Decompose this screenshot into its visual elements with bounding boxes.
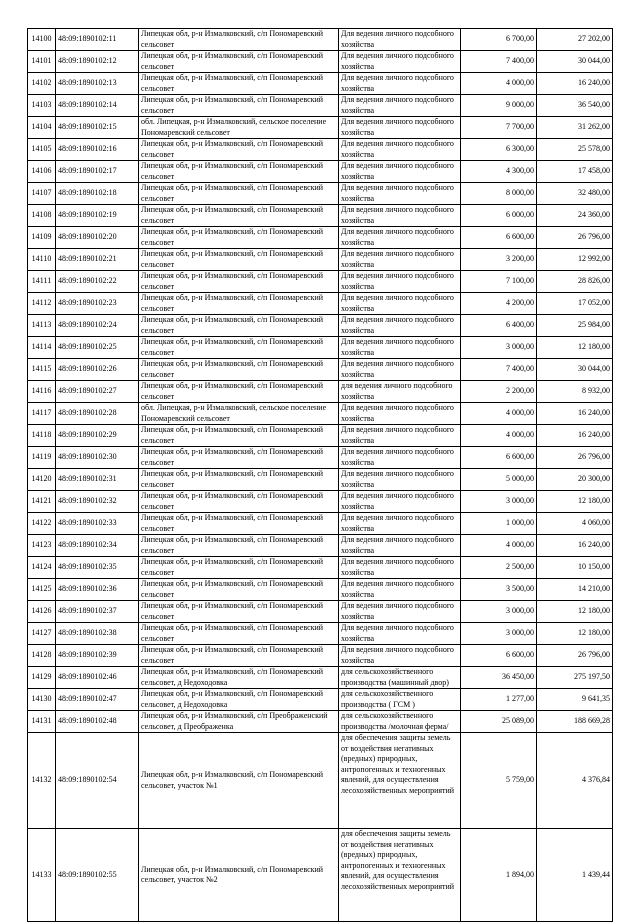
table-row bbox=[28, 469, 613, 491]
cadastral-number-cell: 48:09:1890102:55 bbox=[56, 829, 139, 922]
cadastral-number-cell: 48:09:1890102:33 bbox=[56, 513, 139, 535]
permitted-use-cell: Для ведения личного подсобного хозяйства bbox=[339, 139, 461, 161]
cadastral-number-cell: 48:09:1890102:19 bbox=[56, 205, 139, 227]
cadastral-value-cell: 12 180,00 bbox=[537, 337, 613, 359]
row-number-cell: 14110 bbox=[28, 249, 56, 271]
permitted-use-cell: Для ведения личного подсобного хозяйства bbox=[339, 513, 461, 535]
cadastral-value-cell: 30 044,00 bbox=[537, 51, 613, 73]
cadastral-value-cell: 10 150,00 bbox=[537, 557, 613, 579]
cadastral-number-cell: 48:09:1890102:14 bbox=[56, 95, 139, 117]
cadastral-value-cell: 25 578,00 bbox=[537, 139, 613, 161]
table-row bbox=[28, 645, 613, 667]
row-number-cell: 14115 bbox=[28, 359, 56, 381]
area-cell: 9 000,00 bbox=[461, 95, 537, 117]
table-row bbox=[28, 381, 613, 403]
area-cell: 6 400,00 bbox=[461, 315, 537, 337]
address-cell: Липецкая обл, р-н Измалковский, с/п Пономаревский сельсовет bbox=[139, 623, 339, 645]
cadastral-number-cell: 48:09:1890102:47 bbox=[56, 689, 139, 711]
area-cell: 3 000,00 bbox=[461, 337, 537, 359]
row-number-cell: 14101 bbox=[28, 51, 56, 73]
permitted-use-cell: Для ведения личного подсобного хозяйства bbox=[339, 425, 461, 447]
row-number-cell: 14105 bbox=[28, 139, 56, 161]
permitted-use-cell: Для ведения личного подсобного хозяйства bbox=[339, 29, 461, 51]
table-row bbox=[28, 95, 613, 117]
permitted-use-cell: Для ведения личного подсобного хозяйства bbox=[339, 447, 461, 469]
address-cell: Липецкая обл, р-н Измалковский, с/п Пономаревский сельсовет, участок №1 bbox=[139, 733, 339, 829]
row-number-cell: 14118 bbox=[28, 425, 56, 447]
row-number-cell: 14111 bbox=[28, 271, 56, 293]
cadastral-number-cell: 48:09:1890102:24 bbox=[56, 315, 139, 337]
address-cell: Липецкая обл, р-н Измалковский, с/п Пономаревский сельсовет bbox=[139, 73, 339, 95]
cadastral-number-cell: 48:09:1890102:37 bbox=[56, 601, 139, 623]
area-cell: 2 500,00 bbox=[461, 557, 537, 579]
cadastral-value-cell: 25 984,00 bbox=[537, 315, 613, 337]
address-cell: Липецкая обл, р-н Измалковский, с/п Пономаревский сельсовет, д Недоходовка bbox=[139, 667, 339, 689]
area-cell: 2 200,00 bbox=[461, 381, 537, 403]
table-row bbox=[28, 711, 613, 733]
area-cell: 4 000,00 bbox=[461, 425, 537, 447]
cadastral-number-cell: 48:09:1890102:11 bbox=[56, 29, 139, 51]
permitted-use-cell: для обеспечения защиты земель от воздействия негативных (вредных) природных, антропогенных и техногенных явлений, для осуществления лесохозяйственных мероприятий bbox=[339, 733, 461, 829]
cadastral-value-cell: 16 240,00 bbox=[537, 403, 613, 425]
cadastral-number-cell: 48:09:1890102:13 bbox=[56, 73, 139, 95]
cadastral-number-cell: 48:09:1890102:31 bbox=[56, 469, 139, 491]
table-row bbox=[28, 29, 613, 51]
row-number-cell: 14113 bbox=[28, 315, 56, 337]
cadastral-value-cell: 12 180,00 bbox=[537, 601, 613, 623]
cadastral-value-cell: 9 641,35 bbox=[537, 689, 613, 711]
row-number-cell: 14114 bbox=[28, 337, 56, 359]
permitted-use-cell: Для ведения личного подсобного хозяйства bbox=[339, 557, 461, 579]
row-number-cell: 14127 bbox=[28, 623, 56, 645]
cadastral-number-cell: 48:09:1890102:21 bbox=[56, 249, 139, 271]
address-cell: Липецкая обл, р-н Измалковский, с/п Пономаревский сельсовет bbox=[139, 95, 339, 117]
row-number-cell: 14116 bbox=[28, 381, 56, 403]
cadastral-number-cell: 48:09:1890102:22 bbox=[56, 271, 139, 293]
permitted-use-cell: Для ведения личного подсобного хозяйства bbox=[339, 161, 461, 183]
area-cell: 1 277,00 bbox=[461, 689, 537, 711]
cadastral-value-cell: 26 796,00 bbox=[537, 227, 613, 249]
cadastral-number-cell: 48:09:1890102:23 bbox=[56, 293, 139, 315]
table-row bbox=[28, 557, 613, 579]
table-row bbox=[28, 829, 613, 922]
address-cell: Липецкая обл, р-н Измалковский, с/п Пономаревский сельсовет bbox=[139, 271, 339, 293]
row-number-cell: 14103 bbox=[28, 95, 56, 117]
row-number-cell: 14132 bbox=[28, 733, 56, 829]
cadastral-value-cell: 188 669,28 bbox=[537, 711, 613, 733]
area-cell: 4 000,00 bbox=[461, 73, 537, 95]
permitted-use-cell: Для ведения личного подсобного хозяйства bbox=[339, 51, 461, 73]
address-cell: Липецкая обл, р-н Измалковский, с/п Пономаревский сельсовет bbox=[139, 425, 339, 447]
row-number-cell: 14123 bbox=[28, 535, 56, 557]
permitted-use-cell: Для ведения личного подсобного хозяйства bbox=[339, 337, 461, 359]
row-number-cell: 14130 bbox=[28, 689, 56, 711]
table-row bbox=[28, 623, 613, 645]
row-number-cell: 14131 bbox=[28, 711, 56, 733]
cadastral-value-cell: 4 376,84 bbox=[537, 733, 613, 829]
cadastral-value-cell: 16 240,00 bbox=[537, 425, 613, 447]
cadastral-number-cell: 48:09:1890102:16 bbox=[56, 139, 139, 161]
address-cell: Липецкая обл, р-н Измалковский, с/п Пономаревский сельсовет bbox=[139, 469, 339, 491]
address-cell: Липецкая обл, р-н Измалковский, с/п Пономаревский сельсовет bbox=[139, 381, 339, 403]
area-cell: 36 450,00 bbox=[461, 667, 537, 689]
row-number-cell: 14109 bbox=[28, 227, 56, 249]
row-number-cell: 14104 bbox=[28, 117, 56, 139]
table-row bbox=[28, 139, 613, 161]
table-row bbox=[28, 73, 613, 95]
address-cell: Липецкая обл, р-н Измалковский, с/п Пономаревский сельсовет, участок №2 bbox=[139, 829, 339, 922]
address-cell: Липецкая обл, р-н Измалковский, с/п Пономаревский сельсовет bbox=[139, 513, 339, 535]
table-row bbox=[28, 733, 613, 829]
area-cell: 4 200,00 bbox=[461, 293, 537, 315]
area-cell: 8 000,00 bbox=[461, 183, 537, 205]
permitted-use-cell: Для ведения личного подсобного хозяйства bbox=[339, 183, 461, 205]
cadastral-number-cell: 48:09:1890102:36 bbox=[56, 579, 139, 601]
cadastral-number-cell: 48:09:1890102:25 bbox=[56, 337, 139, 359]
permitted-use-cell: Для ведения личного подсобного хозяйства bbox=[339, 623, 461, 645]
cadastral-value-cell: 12 180,00 bbox=[537, 623, 613, 645]
address-cell: Липецкая обл, р-н Измалковский, с/п Пономаревский сельсовет bbox=[139, 205, 339, 227]
address-cell: Липецкая обл, р-н Измалковский, с/п Пономаревский сельсовет bbox=[139, 601, 339, 623]
area-cell: 1 000,00 bbox=[461, 513, 537, 535]
cadastral-number-cell: 48:09:1890102:38 bbox=[56, 623, 139, 645]
cadastral-value-cell: 26 796,00 bbox=[537, 447, 613, 469]
area-cell: 4 000,00 bbox=[461, 403, 537, 425]
cadastral-number-cell: 48:09:1890102:48 bbox=[56, 711, 139, 733]
area-cell: 6 300,00 bbox=[461, 139, 537, 161]
row-number-cell: 14106 bbox=[28, 161, 56, 183]
cadastral-number-cell: 48:09:1890102:27 bbox=[56, 381, 139, 403]
area-cell: 3 000,00 bbox=[461, 491, 537, 513]
cadastral-value-cell: 30 044,00 bbox=[537, 359, 613, 381]
row-number-cell: 14125 bbox=[28, 579, 56, 601]
cadastral-value-cell: 12 992,00 bbox=[537, 249, 613, 271]
permitted-use-cell: Для ведения личного подсобного хозяйства bbox=[339, 601, 461, 623]
address-cell: Липецкая обл, р-н Измалковский, с/п Пономаревский сельсовет bbox=[139, 557, 339, 579]
area-cell: 4 000,00 bbox=[461, 535, 537, 557]
area-cell: 7 400,00 bbox=[461, 359, 537, 381]
address-cell: Липецкая обл, р-н Измалковский, с/п Пономаревский сельсовет bbox=[139, 227, 339, 249]
table-row bbox=[28, 205, 613, 227]
cadastral-number-cell: 48:09:1890102:39 bbox=[56, 645, 139, 667]
row-number-cell: 14124 bbox=[28, 557, 56, 579]
area-cell: 6 000,00 bbox=[461, 205, 537, 227]
cadastral-value-cell: 17 052,00 bbox=[537, 293, 613, 315]
cadastral-value-cell: 14 210,00 bbox=[537, 579, 613, 601]
permitted-use-cell: Для ведения личного подсобного хозяйства bbox=[339, 535, 461, 557]
table-row bbox=[28, 601, 613, 623]
area-cell: 5 000,00 bbox=[461, 469, 537, 491]
table-row bbox=[28, 315, 613, 337]
cadastral-value-cell: 12 180,00 bbox=[537, 491, 613, 513]
table-row bbox=[28, 535, 613, 557]
cadastral-value-cell: 26 796,00 bbox=[537, 645, 613, 667]
row-number-cell: 14112 bbox=[28, 293, 56, 315]
address-cell: Липецкая обл, р-н Измалковский, с/п Пономаревский сельсовет bbox=[139, 51, 339, 73]
row-number-cell: 14100 bbox=[28, 29, 56, 51]
row-number-cell: 14117 bbox=[28, 403, 56, 425]
permitted-use-cell: Для ведения личного подсобного хозяйства bbox=[339, 249, 461, 271]
row-number-cell: 14122 bbox=[28, 513, 56, 535]
cadastral-value-cell: 24 360,00 bbox=[537, 205, 613, 227]
area-cell: 3 000,00 bbox=[461, 623, 537, 645]
permitted-use-cell: Для ведения личного подсобного хозяйства bbox=[339, 227, 461, 249]
cadastral-number-cell: 48:09:1890102:29 bbox=[56, 425, 139, 447]
table-row bbox=[28, 579, 613, 601]
permitted-use-cell: для обеспечения защиты земель от воздействия негативных (вредных) природных, антропогенных и техногенных явлений, для осуществления лесохозяйственных мероприятий bbox=[339, 829, 461, 922]
table-row bbox=[28, 667, 613, 689]
permitted-use-cell: Для ведения личного подсобного хозяйства bbox=[339, 403, 461, 425]
permitted-use-cell: Для ведения личного подсобного хозяйства bbox=[339, 95, 461, 117]
row-number-cell: 14119 bbox=[28, 447, 56, 469]
table-row bbox=[28, 51, 613, 73]
cadastral-value-cell: 27 202,00 bbox=[537, 29, 613, 51]
table-row bbox=[28, 227, 613, 249]
address-cell: Липецкая обл, р-н Измалковский, с/п Пономаревский сельсовет bbox=[139, 315, 339, 337]
cadastral-number-cell: 48:09:1890102:46 bbox=[56, 667, 139, 689]
permitted-use-cell: для ведения личного подсобного хозяйства bbox=[339, 381, 461, 403]
area-cell: 3 500,00 bbox=[461, 579, 537, 601]
address-cell: Липецкая обл, р-н Измалковский, с/п Пономаревский сельсовет bbox=[139, 249, 339, 271]
permitted-use-cell: Для ведения личного подсобного хозяйства bbox=[339, 469, 461, 491]
table-row bbox=[28, 491, 613, 513]
row-number-cell: 14102 bbox=[28, 73, 56, 95]
permitted-use-cell: Для ведения личного подсобного хозяйства bbox=[339, 293, 461, 315]
area-cell: 3 000,00 bbox=[461, 601, 537, 623]
address-cell: Липецкая обл, р-н Измалковский, с/п Пономаревский сельсовет bbox=[139, 645, 339, 667]
table-row bbox=[28, 359, 613, 381]
permitted-use-cell: Для ведения личного подсобного хозяйства bbox=[339, 359, 461, 381]
permitted-use-cell: Для ведения личного подсобного хозяйства bbox=[339, 579, 461, 601]
cadastral-value-cell: 28 826,00 bbox=[537, 271, 613, 293]
cadastral-number-cell: 48:09:1890102:28 bbox=[56, 403, 139, 425]
area-cell: 4 300,00 bbox=[461, 161, 537, 183]
cadastral-value-cell: 20 300,00 bbox=[537, 469, 613, 491]
cadastral-value-cell: 275 197,50 bbox=[537, 667, 613, 689]
cadastral-value-cell: 16 240,00 bbox=[537, 73, 613, 95]
cadastral-number-cell: 48:09:1890102:30 bbox=[56, 447, 139, 469]
address-cell: Липецкая обл, р-н Измалковский, с/п Пономаревский сельсовет bbox=[139, 29, 339, 51]
address-cell: обл. Липецкая, р-н Измалковский, сельское поселение Пономаревский сельсовет bbox=[139, 117, 339, 139]
address-cell: обл. Липецкая, р-н Измалковский, сельское поселение Пономаревский сельсовет bbox=[139, 403, 339, 425]
address-cell: Липецкая обл, р-н Измалковский, с/п Пономаревский сельсовет bbox=[139, 293, 339, 315]
area-cell: 3 200,00 bbox=[461, 249, 537, 271]
row-number-cell: 14120 bbox=[28, 469, 56, 491]
cadastral-number-cell: 48:09:1890102:34 bbox=[56, 535, 139, 557]
cadastral-number-cell: 48:09:1890102:32 bbox=[56, 491, 139, 513]
cadastral-number-cell: 48:09:1890102:20 bbox=[56, 227, 139, 249]
cadastral-value-cell: 31 262,00 bbox=[537, 117, 613, 139]
table-row bbox=[28, 337, 613, 359]
cadastral-number-cell: 48:09:1890102:15 bbox=[56, 117, 139, 139]
area-cell: 6 600,00 bbox=[461, 645, 537, 667]
address-cell: Липецкая обл, р-н Измалковский, с/п Пономаревский сельсовет bbox=[139, 491, 339, 513]
table-row bbox=[28, 271, 613, 293]
address-cell: Липецкая обл, р-н Измалковский, с/п Пономаревский сельсовет bbox=[139, 579, 339, 601]
row-number-cell: 14133 bbox=[28, 829, 56, 922]
table-row bbox=[28, 513, 613, 535]
permitted-use-cell: для сельскохозяйственного производства (машинный двор) bbox=[339, 667, 461, 689]
area-cell: 1 894,00 bbox=[461, 829, 537, 922]
area-cell: 25 089,00 bbox=[461, 711, 537, 733]
address-cell: Липецкая обл, р-н Измалковский, с/п Пономаревский сельсовет, д Недоходовка bbox=[139, 689, 339, 711]
cadastral-number-cell: 48:09:1890102:35 bbox=[56, 557, 139, 579]
area-cell: 7 700,00 bbox=[461, 117, 537, 139]
cadastral-number-cell: 48:09:1890102:54 bbox=[56, 733, 139, 829]
address-cell: Липецкая обл, р-н Измалковский, с/п Пономаревский сельсовет bbox=[139, 183, 339, 205]
permitted-use-cell: Для ведения личного подсобного хозяйства bbox=[339, 271, 461, 293]
permitted-use-cell: для сельскохозяйственного производства ( ГСМ ) bbox=[339, 689, 461, 711]
cadastral-value-cell: 17 458,00 bbox=[537, 161, 613, 183]
table-row bbox=[28, 117, 613, 139]
cadastral-number-cell: 48:09:1890102:26 bbox=[56, 359, 139, 381]
address-cell: Липецкая обл, р-н Измалковский, с/п Преображенский сельсовет, д Преображенка bbox=[139, 711, 339, 733]
permitted-use-cell: Для ведения личного подсобного хозяйства bbox=[339, 205, 461, 227]
cadastral-value-cell: 16 240,00 bbox=[537, 535, 613, 557]
table-row bbox=[28, 447, 613, 469]
cadastral-number-cell: 48:09:1890102:18 bbox=[56, 183, 139, 205]
permitted-use-cell: Для ведения личного подсобного хозяйства bbox=[339, 73, 461, 95]
permitted-use-cell: Для ведения личного подсобного хозяйства bbox=[339, 117, 461, 139]
address-cell: Липецкая обл, р-н Измалковский, с/п Пономаревский сельсовет bbox=[139, 139, 339, 161]
cadastral-value-cell: 8 932,00 bbox=[537, 381, 613, 403]
permitted-use-cell: Для ведения личного подсобного хозяйства bbox=[339, 645, 461, 667]
address-cell: Липецкая обл, р-н Измалковский, с/п Пономаревский сельсовет bbox=[139, 447, 339, 469]
row-number-cell: 14128 bbox=[28, 645, 56, 667]
area-cell: 6 700,00 bbox=[461, 29, 537, 51]
table-row bbox=[28, 403, 613, 425]
permitted-use-cell: Для ведения личного подсобного хозяйства bbox=[339, 315, 461, 337]
cadastral-number-cell: 48:09:1890102:12 bbox=[56, 51, 139, 73]
area-cell: 6 600,00 bbox=[461, 447, 537, 469]
row-number-cell: 14107 bbox=[28, 183, 56, 205]
row-number-cell: 14126 bbox=[28, 601, 56, 623]
area-cell: 7 100,00 bbox=[461, 271, 537, 293]
row-number-cell: 14129 bbox=[28, 667, 56, 689]
row-number-cell: 14121 bbox=[28, 491, 56, 513]
table-row bbox=[28, 293, 613, 315]
land-plots-table-body bbox=[28, 29, 613, 922]
area-cell: 5 759,00 bbox=[461, 733, 537, 829]
cadastral-value-cell: 32 480,00 bbox=[537, 183, 613, 205]
address-cell: Липецкая обл, р-н Измалковский, с/п Пономаревский сельсовет bbox=[139, 161, 339, 183]
table-row bbox=[28, 249, 613, 271]
table-row bbox=[28, 183, 613, 205]
address-cell: Липецкая обл, р-н Измалковский, с/п Пономаревский сельсовет bbox=[139, 337, 339, 359]
cadastral-value-cell: 36 540,00 bbox=[537, 95, 613, 117]
permitted-use-cell: для сельскохозяйственного производства /молочная ферма/ bbox=[339, 711, 461, 733]
address-cell: Липецкая обл, р-н Измалковский, с/п Пономаревский сельсовет bbox=[139, 359, 339, 381]
cadastral-number-cell: 48:09:1890102:17 bbox=[56, 161, 139, 183]
cadastral-value-cell: 1 439,44 bbox=[537, 829, 613, 922]
table-row bbox=[28, 425, 613, 447]
cadastral-value-cell: 4 060,00 bbox=[537, 513, 613, 535]
land-register-sheet bbox=[27, 28, 613, 922]
area-cell: 7 400,00 bbox=[461, 51, 537, 73]
row-number-cell: 14108 bbox=[28, 205, 56, 227]
area-cell: 6 600,00 bbox=[461, 227, 537, 249]
table-row bbox=[28, 161, 613, 183]
table-row bbox=[28, 689, 613, 711]
address-cell: Липецкая обл, р-н Измалковский, с/п Пономаревский сельсовет bbox=[139, 535, 339, 557]
land-plots-table bbox=[27, 28, 613, 922]
permitted-use-cell: Для ведения личного подсобного хозяйства bbox=[339, 491, 461, 513]
